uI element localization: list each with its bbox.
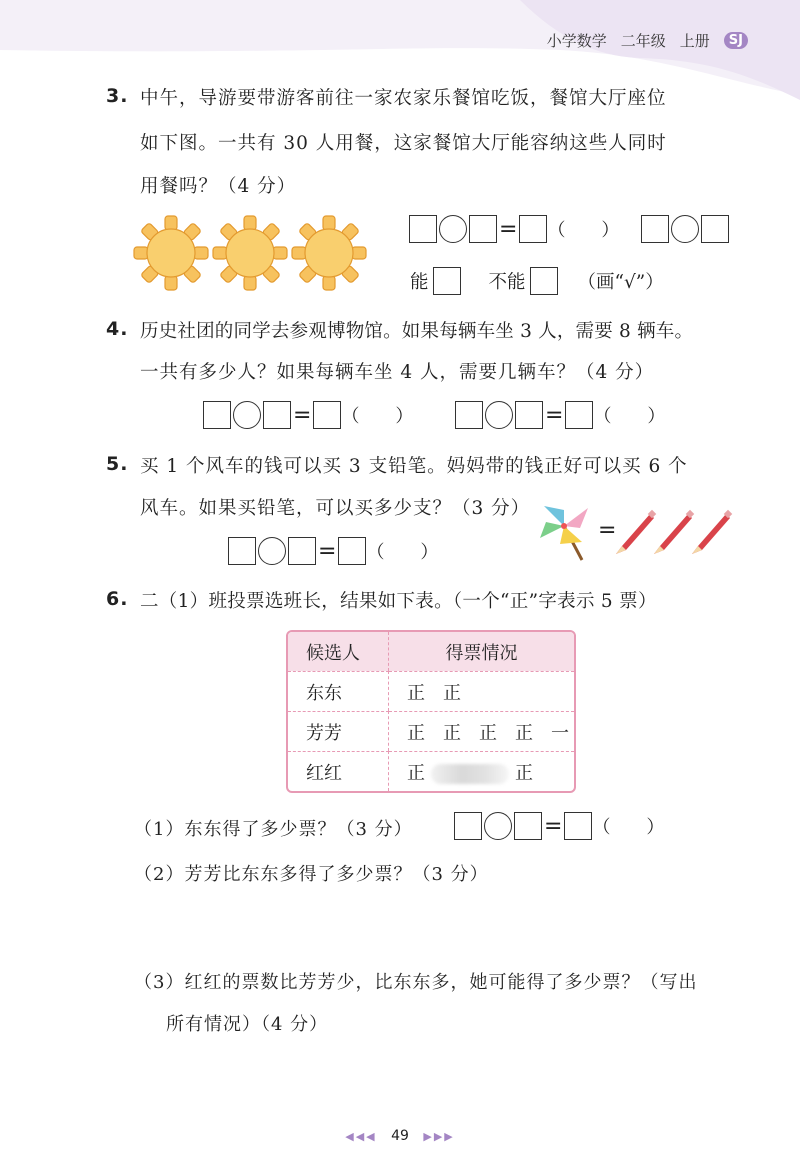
round-table	[213, 216, 287, 290]
vote-table	[286, 630, 576, 793]
table-row	[288, 671, 574, 711]
answer-box[interactable]	[641, 215, 669, 243]
question-text-line: 历史社团的同学去参观博物馆。如果每辆车坐 3 人，需要 8 辆车。	[140, 321, 694, 342]
sub-question-1: （1）东东得了多少票？（3 分）	[134, 819, 413, 840]
answer-box[interactable]	[203, 401, 231, 429]
can-checkbox[interactable]	[433, 267, 461, 295]
left-arrows-icon: ◀◀◀	[345, 1130, 377, 1143]
question-text-line: 中午，导游要带游客前往一家农家乐餐馆吃饭，餐馆大厅座位	[140, 88, 667, 109]
equation-row	[409, 215, 619, 243]
round-table	[134, 216, 208, 290]
restaurant-tables-illustration	[132, 214, 368, 292]
vote-tally: 正 正	[389, 671, 574, 711]
equation-row	[454, 812, 664, 840]
header-subject: 小学数学	[546, 32, 607, 50]
question-number: 3.	[106, 85, 129, 107]
equals-sign: =	[293, 402, 312, 428]
sub-question-3: （3）红红的票数比芳芳少，比东东多，她可能得了多少票？（写出	[134, 972, 698, 993]
header-grade: 二年级	[620, 32, 666, 50]
cannot-checkbox[interactable]	[530, 267, 558, 295]
check-hint: （画“√”）	[577, 272, 664, 293]
answer-box[interactable]	[515, 401, 543, 429]
equals-sign: =	[545, 402, 564, 428]
right-arrows-icon: ▶▶▶	[423, 1130, 455, 1143]
sub-question-2: （2）芳芳比东东多得了多少票？（3 分）	[134, 864, 489, 885]
question-text-line: 二（1）班投票选班长，结果如下表。（一个“正”字表示 5 票）	[140, 591, 657, 612]
unit-blank[interactable]: （ ）	[547, 220, 620, 241]
page-header	[547, 30, 748, 51]
vote-tally: 正 正 正 正 一	[389, 711, 574, 751]
answer-box[interactable]	[514, 812, 542, 840]
can-label: 能	[410, 272, 429, 293]
obscured-tally	[431, 764, 509, 784]
cannot-label: 不能	[488, 272, 526, 293]
question-text-line: 如下图。一共有 30 人用餐，这家餐馆大厅能容纳这些人同时	[140, 133, 667, 154]
answer-box[interactable]	[263, 401, 291, 429]
pinwheel-icon	[530, 498, 600, 562]
table-row	[288, 711, 574, 751]
question-number: 5.	[106, 453, 129, 475]
page-footer	[0, 1128, 800, 1144]
page-number: 49	[391, 1128, 409, 1144]
equals-sign: =	[544, 813, 563, 839]
equals-sign: =	[318, 538, 337, 564]
answer-box[interactable]	[454, 812, 482, 840]
question-text-line: 用餐吗？（4 分）	[140, 176, 297, 197]
sub-question-3-cont: 所有情况）（4 分）	[166, 1014, 329, 1035]
column-header: 候选人	[288, 632, 389, 671]
question-text-line: 买 1 个风车的钱可以买 3 支铅笔。妈妈带的钱正好可以买 6 个	[140, 456, 688, 477]
header-volume: 上册	[679, 32, 710, 50]
table-row	[288, 751, 574, 791]
answer-box[interactable]	[409, 215, 437, 243]
vote-tally-left: 正	[407, 762, 425, 784]
answer-box[interactable]	[313, 401, 341, 429]
operator-circle[interactable]	[484, 812, 512, 840]
equation-row	[228, 537, 438, 565]
question-number: 4.	[106, 318, 129, 340]
answer-box[interactable]	[228, 537, 256, 565]
round-table	[292, 216, 366, 290]
equation-row	[455, 401, 665, 429]
operator-circle[interactable]	[233, 401, 261, 429]
pencils-illustration	[614, 508, 734, 558]
column-header: 得票情况	[389, 632, 574, 671]
candidate-name: 红红	[288, 751, 389, 791]
candidate-name: 芳芳	[288, 711, 389, 751]
equals-sign: =	[499, 216, 518, 242]
comparison-circle[interactable]	[671, 215, 699, 243]
pencil-icon	[616, 510, 656, 554]
answer-box[interactable]	[288, 537, 316, 565]
operator-circle[interactable]	[485, 401, 513, 429]
candidate-name: 东东	[288, 671, 389, 711]
answer-box[interactable]	[701, 215, 729, 243]
answer-box[interactable]	[338, 537, 366, 565]
answer-box[interactable]	[564, 812, 592, 840]
comparison-row	[641, 215, 729, 243]
operator-circle[interactable]	[258, 537, 286, 565]
pencil-icon	[654, 510, 694, 554]
answer-area[interactable]	[134, 890, 734, 960]
pencil-icon	[692, 510, 732, 554]
unit-blank[interactable]: （ ）	[593, 406, 666, 427]
equals-sign: =	[598, 518, 617, 543]
answer-box[interactable]	[455, 401, 483, 429]
can-cannot-choice	[410, 267, 664, 295]
equation-row	[203, 401, 413, 429]
answer-box[interactable]	[469, 215, 497, 243]
table-header-row	[288, 632, 574, 671]
answer-area[interactable]	[134, 1040, 734, 1110]
operator-circle[interactable]	[439, 215, 467, 243]
vote-tally-right: 正	[515, 762, 533, 784]
question-text-line: 一共有多少人？如果每辆车坐 4 人，需要几辆车？（4 分）	[140, 362, 655, 383]
question-number: 6.	[106, 588, 129, 610]
question-text-line: 风车。如果买铅笔，可以买多少支？（3 分）	[140, 498, 531, 519]
unit-blank[interactable]: （ ）	[341, 406, 414, 427]
answer-box[interactable]	[519, 215, 547, 243]
answer-box[interactable]	[565, 401, 593, 429]
unit-blank[interactable]: （ ）	[592, 817, 665, 838]
vote-tally	[389, 751, 574, 791]
edition-badge: SJ	[724, 32, 748, 49]
unit-blank[interactable]: （ ）	[366, 542, 439, 563]
